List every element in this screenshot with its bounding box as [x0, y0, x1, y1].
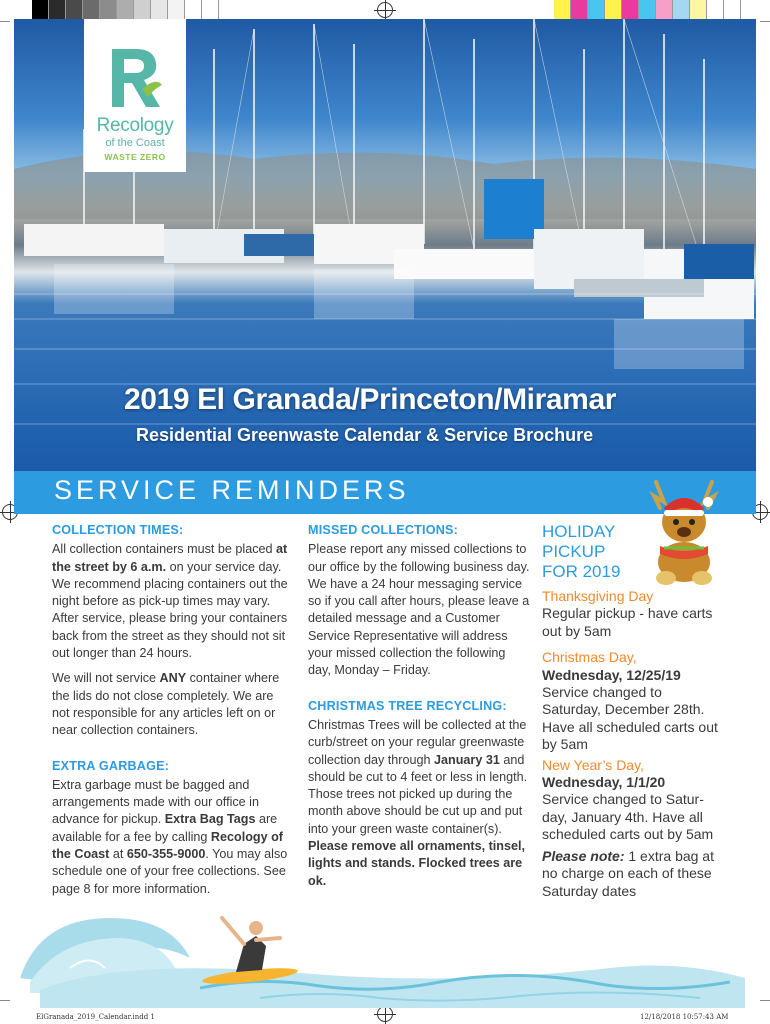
column-left [52, 522, 288, 906]
missed-collections-paragraph: Please report any missed collections to our office by the following business day. We have a 24 hour messaging service so if you call after hours, please leave a detailed message and a Customer Service Representative will address your missed collection the following day, Monday – Friday. [308, 542, 530, 678]
color-swatch [134, 0, 151, 19]
color-swatch [571, 0, 588, 19]
newyear-date: Wednesday, 1/1/20 [542, 774, 666, 791]
page-subtitle: Residential Greenwaste Calendar & Service Brochure [136, 425, 594, 445]
color-swatch [605, 0, 622, 19]
text-run: We will not service [52, 671, 160, 686]
color-swatch [83, 0, 100, 19]
text-run: Extra garbage must be bagged and arrangements made with our office in advance for pickup. [52, 777, 259, 827]
text-run-bold: Please remove all ornaments, tinsel, lights and stands. Flocked trees are ok. [308, 839, 525, 888]
column-middle [308, 522, 530, 898]
color-swatch [673, 0, 690, 19]
section-title: SERVICE REMINDERS [54, 475, 410, 505]
thanksgiving-title: Thanksgiving Day [542, 588, 654, 604]
newyear-text: Service changed to Satur- day, January 4th. Have all scheduled carts out by 5am [542, 791, 714, 843]
text-run: container where the lids do not close completely. We are not responsible for any articles left on or near collection containers. [52, 671, 280, 738]
text-run-bold: Recology of the Coast [52, 829, 283, 862]
holiday-heading-line: FOR 2019 [542, 562, 621, 581]
color-swatch [202, 0, 219, 19]
note-label: Please note: [542, 847, 625, 864]
color-swatch [622, 0, 639, 19]
holiday-heading [542, 522, 720, 582]
color-swatch [656, 0, 673, 19]
color-swatch [49, 0, 66, 19]
text-run-bold: Extra Bag Tags [164, 812, 256, 827]
christmas-date: Wednesday, 12/25/19 [542, 666, 681, 683]
text-run: at [109, 847, 127, 862]
christmas-text: Service changed to Saturday, December 28th. Have all scheduled carts out by 5am [542, 684, 718, 753]
extra-garbage-paragraph [52, 777, 288, 898]
service-reminders-band [14, 471, 756, 514]
phone-number: 650-355-9000 [126, 847, 206, 862]
color-swatch [707, 0, 724, 19]
logo-tagline: WASTE ZERO [104, 152, 166, 162]
christmas-tree-heading: CHRISTMAS TREE RECYCLING: [308, 698, 507, 713]
extra-garbage-heading: EXTRA GARBAGE: [52, 758, 170, 773]
text-run-bold: at the street by 6 a.m. [52, 542, 288, 574]
color-swatch [639, 0, 656, 19]
newyear-title: New Year’s Day, [542, 756, 644, 773]
holiday-heading-line: HOLIDAY [542, 522, 616, 541]
color-swatch [690, 0, 707, 19]
text-run: Christmas Trees will be collected at the curb/street on your regular greenwaste collection day through [308, 717, 527, 767]
text-run: are available for a fee by calling [52, 812, 278, 844]
logo-subtitle: of the Coast [105, 137, 165, 149]
color-swatch [117, 0, 134, 19]
note-text: 1 extra bag at no charge on each of these Saturday dates [542, 847, 714, 899]
color-swatch [588, 0, 605, 19]
thanksgiving-text: Regular pickup - have carts out by 5am [542, 605, 713, 639]
color-swatch [554, 0, 571, 19]
color-swatch [151, 0, 168, 19]
christmas-tree-paragraph [308, 717, 530, 890]
color-swatch [724, 0, 741, 19]
text-run-bold: January 31 [434, 752, 500, 767]
surfer-wave-illustration [0, 898, 770, 1008]
page-title: 2019 El Granada/Princeton/Miramar [124, 383, 617, 416]
collection-times-paragraph-2 [52, 670, 288, 739]
printer-color-bar-right [554, 0, 741, 19]
file-slug: ElGranada_2019_Calendar.indd 1 [36, 1013, 155, 1021]
text-run-bold: ANY [159, 671, 187, 686]
crop-mark [0, 21, 10, 22]
color-swatch [185, 0, 202, 19]
registration-mark-top [377, 2, 393, 18]
color-swatch [100, 0, 117, 19]
printer-color-bar-left [32, 0, 219, 19]
christmas-title: Christmas Day, [542, 649, 637, 666]
recology-r-logo-icon [106, 45, 164, 111]
column-right [542, 522, 720, 908]
logo-name: Recology [96, 115, 174, 136]
text-run: All collection containers must be placed [52, 542, 277, 557]
color-swatch [168, 0, 185, 19]
crop-mark [760, 21, 770, 22]
collection-times-paragraph-1 [52, 541, 288, 662]
registration-mark-bottom [377, 1006, 393, 1022]
text-run: . You may also schedule one of your free collections. See page 8 for more information. [52, 847, 288, 896]
text-run: and should be cut to 4 feet or less in length. Those trees not picked up during the month above should be cut up and put into your green waste container(s). [308, 752, 528, 836]
collection-times-heading: COLLECTION TIMES: [52, 523, 184, 537]
missed-collections-heading: MISSED COLLECTIONS: [308, 523, 459, 537]
file-timestamp: 12/18/2018 10:57:43 AM [640, 1013, 729, 1021]
logo-panel [84, 19, 186, 172]
holiday-heading-line: PICKUP [542, 542, 606, 561]
holiday-note [542, 848, 720, 900]
color-swatch [66, 0, 83, 19]
text-run: on your service day. We recommend placing containers out the night before as pick-up times may vary. After service, please bring your containers back from the street as they should not sit out longer than 24 hours. [52, 559, 288, 661]
color-swatch [32, 0, 49, 19]
